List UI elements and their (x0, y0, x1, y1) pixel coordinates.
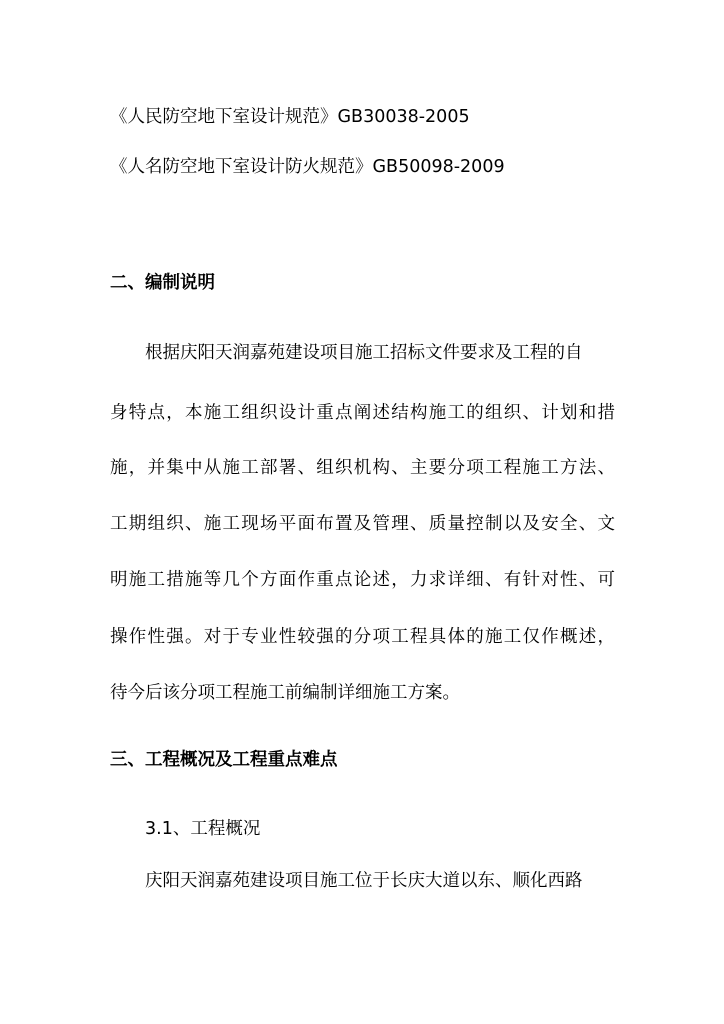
section-2-paragraph-line-7: 待今后该分项工程施工前编制详细施工方案。 (110, 683, 460, 703)
section-3-paragraph-line-1: 庆阳天润嘉苑建设项目施工位于长庆大道以东、顺化西路 (145, 871, 583, 891)
section-2-paragraph-line-6: 操作性强。对于专业性较强的分项工程具体的施工仅作概述， (110, 627, 615, 647)
section-2-paragraph-line-4: 工期组织、施工现场平面布置及管理、质量控制以及安全、文 (110, 514, 615, 534)
reference-line-2: 《人名防空地下室设计防火规范》GB50098-2009 (110, 157, 505, 177)
section-2-heading: 二、编制说明 (110, 273, 215, 293)
reference-line-1: 《人民防空地下室设计规范》GB30038-2005 (110, 107, 470, 127)
section-2-paragraph-line-5: 明施工措施等几个方面作重点论述，力求详细、有针对性、可 (110, 570, 615, 590)
section-2-paragraph-line-3: 施，并集中从施工部署、组织机构、主要分项工程施工方法、 (110, 458, 615, 478)
section-3-1-heading: 3.1、工程概况 (145, 819, 261, 839)
section-2-paragraph-line-1: 根据庆阳天润嘉苑建设项目施工招标文件要求及工程的自 (145, 343, 583, 363)
section-3-heading: 三、工程概况及工程重点难点 (110, 750, 338, 770)
section-2-paragraph-line-2: 身特点，本施工组织设计重点阐述结构施工的组织、计划和措 (110, 403, 615, 423)
